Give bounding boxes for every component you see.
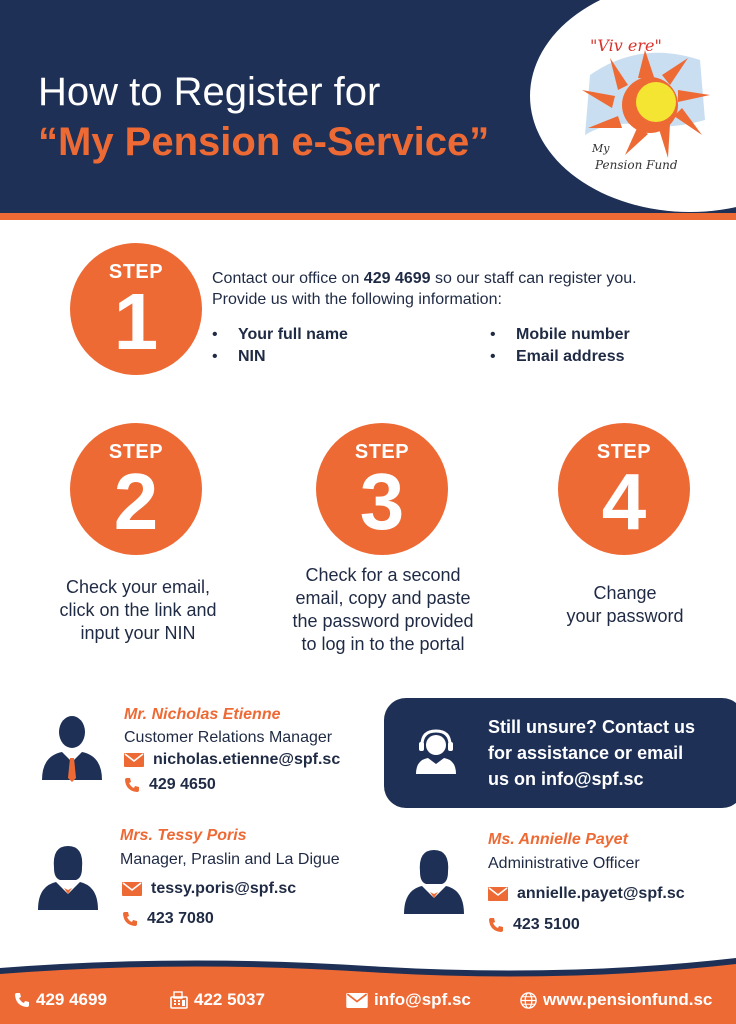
contact-phone-link[interactable] bbox=[488, 916, 580, 934]
contact-phone-link[interactable] bbox=[122, 910, 214, 928]
step-word: STEP bbox=[596, 441, 652, 463]
footer-email-text: info@spf.sc bbox=[374, 990, 471, 1009]
step-3-line: email, copy and paste bbox=[295, 588, 471, 608]
contact-email-text: annielle.payet@spf.sc bbox=[517, 885, 685, 902]
step-number: 4 bbox=[601, 457, 647, 546]
page-title-line2: “My Pension e-Service” bbox=[38, 120, 490, 164]
step-2-line: input your NIN bbox=[80, 623, 196, 643]
headset-icon bbox=[414, 728, 458, 774]
info-list-right bbox=[490, 326, 630, 370]
step-2-description bbox=[26, 576, 250, 645]
step-2-line: click on the link and bbox=[59, 600, 217, 620]
step-1-instructions bbox=[212, 268, 722, 310]
step-1-text-after: so our staff can register you. bbox=[430, 270, 637, 287]
help-line: for assistance or email bbox=[488, 743, 684, 763]
logo-tagline: "Viv ere" bbox=[590, 36, 662, 55]
help-line: Still unsure? Contact us bbox=[488, 717, 696, 737]
contact-name: Mrs. Tessy Poris bbox=[120, 827, 247, 844]
footer-website-link[interactable] bbox=[520, 990, 712, 1010]
help-text bbox=[488, 714, 728, 792]
footer-fax bbox=[170, 990, 265, 1010]
phone-icon bbox=[122, 911, 138, 927]
envelope-icon bbox=[124, 753, 144, 767]
footer-phone-link[interactable] bbox=[14, 990, 107, 1010]
step-1-line2: Provide us with the following information: bbox=[212, 291, 502, 308]
footer-wave bbox=[0, 950, 736, 1024]
person-male-icon bbox=[40, 712, 104, 782]
phone-icon bbox=[488, 917, 504, 933]
globe-icon bbox=[520, 992, 537, 1009]
envelope-icon bbox=[346, 993, 368, 1008]
contact-phone-text: 423 5100 bbox=[513, 916, 580, 933]
info-item-email: • Email address bbox=[490, 348, 630, 370]
contact-name: Ms. Annielle Payet bbox=[488, 831, 628, 848]
phone-icon bbox=[124, 777, 140, 793]
contact-email-link[interactable] bbox=[122, 880, 296, 898]
step-number: 2 bbox=[113, 457, 159, 546]
step-4-badge bbox=[558, 423, 690, 555]
step-3-description bbox=[266, 564, 500, 656]
footer-website-text: www.pensionfund.sc bbox=[543, 990, 713, 1009]
contact-phone-text: 423 7080 bbox=[147, 910, 214, 927]
page-title-line1: How to Register for bbox=[38, 70, 381, 114]
header-stripe bbox=[0, 213, 736, 220]
step-number: 1 bbox=[113, 277, 159, 366]
step-3-badge bbox=[316, 423, 448, 555]
logo-fund-name: Pension Fund bbox=[595, 158, 678, 172]
contact-email-text: tessy.poris@spf.sc bbox=[151, 880, 297, 897]
logo-my: My bbox=[592, 142, 610, 155]
envelope-icon bbox=[488, 887, 508, 901]
contact-role: Manager, Praslin and La Digue bbox=[120, 851, 340, 868]
contact-email-link[interactable] bbox=[488, 885, 685, 903]
contact-role: Administrative Officer bbox=[488, 855, 640, 872]
person-female-icon bbox=[36, 842, 100, 912]
info-list-left bbox=[212, 326, 348, 370]
step-4-line: Change bbox=[593, 583, 657, 603]
fax-icon bbox=[170, 991, 188, 1009]
step-3-line: to log in to the portal bbox=[301, 634, 465, 654]
help-line: us on info@spf.sc bbox=[488, 769, 644, 789]
step-word: STEP bbox=[108, 261, 164, 283]
info-item-full-name: • Your full name bbox=[212, 326, 348, 348]
envelope-icon bbox=[122, 882, 142, 896]
step-2-badge bbox=[70, 423, 202, 555]
footer-fax-text: 422 5037 bbox=[194, 990, 265, 1009]
office-phone: 429 4699 bbox=[363, 270, 431, 287]
step-word: STEP bbox=[108, 441, 164, 463]
step-3-line: the password provided bbox=[292, 611, 474, 631]
footer-email-link[interactable] bbox=[346, 990, 471, 1010]
footer-phone-text: 429 4699 bbox=[36, 990, 107, 1009]
step-3-line: Check for a second bbox=[305, 565, 461, 585]
step-4-description bbox=[530, 582, 720, 628]
person-female-icon bbox=[402, 846, 466, 916]
contact-name: Mr. Nicholas Etienne bbox=[124, 706, 281, 723]
step-2-line: Check your email, bbox=[65, 577, 211, 597]
contact-phone-text: 429 4650 bbox=[149, 776, 216, 793]
step-1-badge bbox=[70, 243, 202, 375]
contact-role: Customer Relations Manager bbox=[124, 729, 333, 746]
info-item-mobile: • Mobile number bbox=[490, 326, 630, 348]
contact-email-link[interactable] bbox=[124, 751, 340, 769]
step-word: STEP bbox=[354, 441, 410, 463]
step-4-line: your password bbox=[566, 606, 684, 626]
phone-icon bbox=[14, 992, 30, 1008]
contact-email-text: nicholas.etienne@spf.sc bbox=[153, 751, 341, 768]
info-item-nin: • NIN bbox=[212, 348, 348, 370]
step-1-text-before: Contact our office on bbox=[212, 270, 364, 287]
contact-phone-link[interactable] bbox=[124, 776, 216, 794]
step-number: 3 bbox=[359, 457, 405, 546]
